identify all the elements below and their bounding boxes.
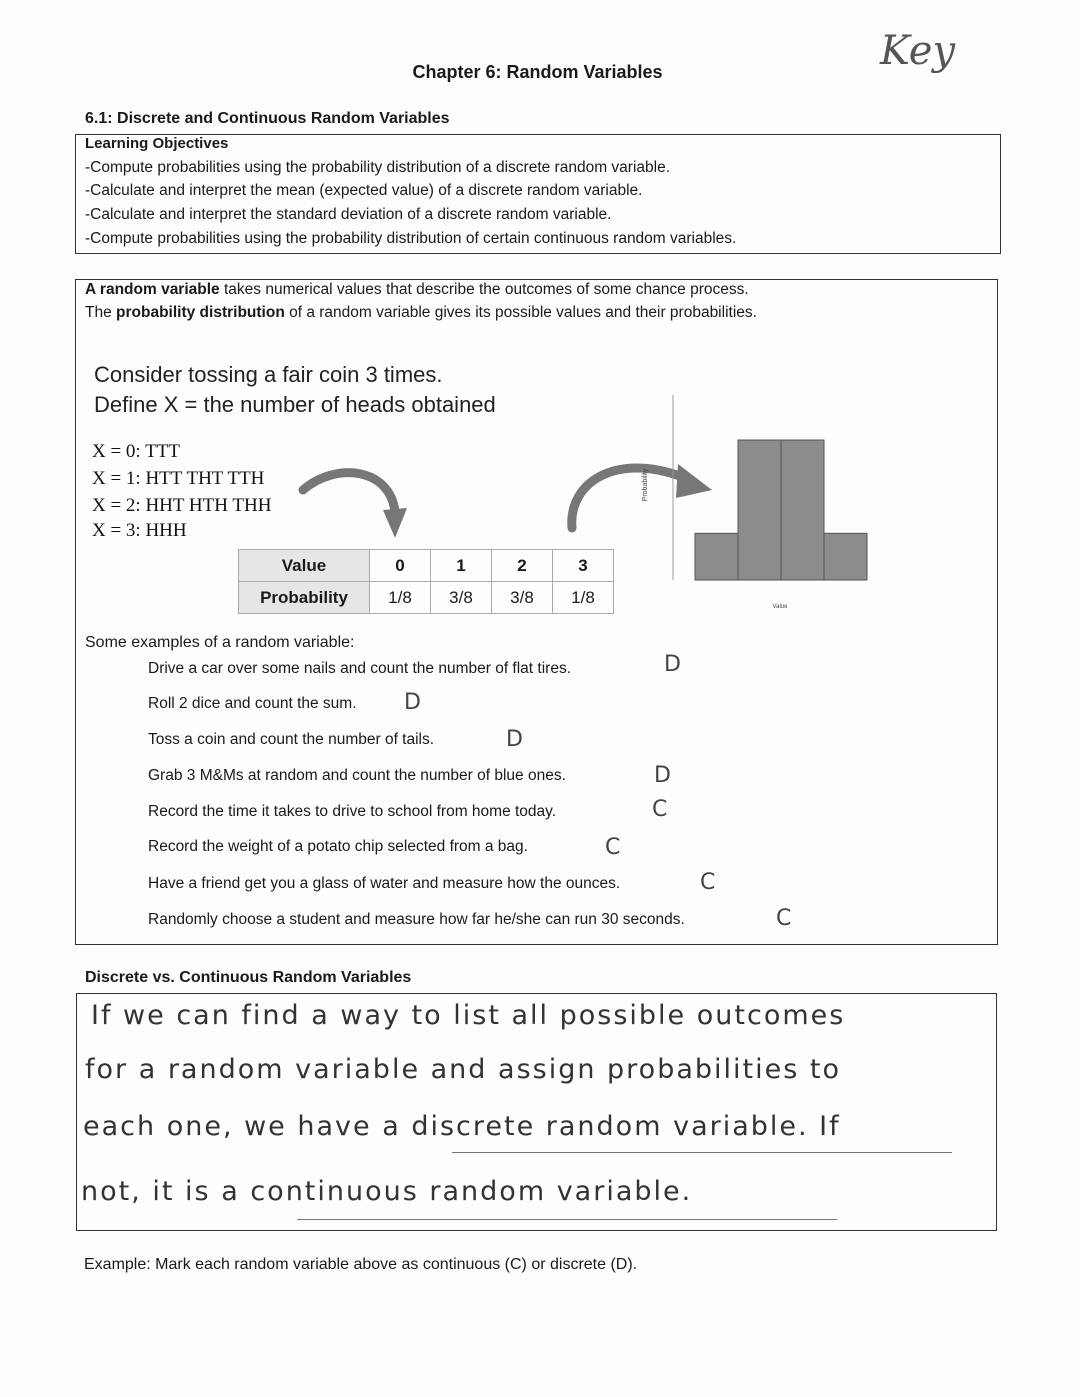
learning-objectives-box — [75, 134, 1001, 254]
objective-item: -Compute probabilities using the probability distribution of a discrete random variable. — [85, 159, 671, 176]
answer-mark: D — [654, 763, 671, 788]
objective-item: -Compute probabilities using the probability distribution of certain continuous random variables. — [85, 230, 737, 247]
table-cell: 3 — [553, 550, 614, 582]
histogram-bar — [781, 440, 824, 580]
handwritten-answer-box — [76, 993, 997, 1231]
coin-example-line-1: Consider tossing a fair coin 3 times. — [94, 362, 443, 387]
answer-mark: C — [700, 870, 716, 895]
objectives-heading: Learning Objectives — [85, 135, 229, 152]
histogram-x-label: Value — [772, 604, 788, 610]
section-title: 6.1: Discrete and Continuous Random Variables — [85, 110, 450, 127]
table-cell: 3/8 — [492, 582, 553, 614]
example-item: Roll 2 dice and count the sum. — [148, 695, 357, 712]
histogram-bar — [695, 533, 738, 580]
probability-header: Probability — [239, 582, 370, 614]
objective-item: -Calculate and interpret the mean (expected value) of a discrete random variable. — [85, 182, 643, 199]
table-cell: 0 — [370, 550, 431, 582]
answer-mark: D — [506, 727, 523, 752]
answer-mark: C — [776, 906, 792, 931]
underline — [452, 1152, 952, 1153]
value-header: Value — [239, 550, 370, 582]
probability-histogram — [625, 385, 875, 620]
example-item: Grab 3 M&Ms at random and count the number of blue ones. — [148, 767, 566, 784]
definition-text: takes numerical values that describe the outcomes of some chance process. — [219, 281, 749, 298]
answer-mark: C — [605, 835, 621, 860]
curved-arrow-icon — [295, 462, 415, 547]
coin-example-line-2: Define X = the number of heads obtained — [94, 392, 496, 417]
probability-distribution-table — [238, 549, 614, 614]
answer-mark: C — [652, 797, 668, 822]
handwritten-line: If we can find a way to list all possible outcomes — [91, 1000, 846, 1031]
example-item: Drive a car over some nails and count the number of flat tires. — [148, 660, 572, 677]
outcome-line: X = 1: HTT THT TTH — [92, 468, 265, 489]
example-item: Toss a coin and count the number of tails. — [148, 731, 435, 748]
chapter-title: Chapter 6: Random Variables — [412, 62, 663, 82]
key-annotation: Key — [880, 28, 956, 74]
probability-distribution-definition — [85, 304, 757, 322]
answer-mark: D — [664, 652, 681, 677]
histogram-y-label: Probability — [642, 468, 649, 502]
handwritten-line: for a random variable and assign probabilities to — [85, 1054, 841, 1085]
outcome-line: X = 3: HHH — [92, 520, 187, 541]
term-probability-distribution: probability distribution — [116, 304, 285, 321]
examples-title: Some examples of a random variable: — [85, 634, 355, 651]
table-cell: 3/8 — [431, 582, 492, 614]
table-cell: 1 — [431, 550, 492, 582]
example-prompt: Example: Mark each random variable above as continuous (C) or discrete (D). — [84, 1256, 638, 1273]
histogram-bar — [738, 440, 781, 580]
histogram-bar — [824, 533, 867, 580]
example-item: Randomly choose a student and measure how far he/she can run 30 seconds. — [148, 911, 685, 928]
example-item: Record the time it takes to drive to school from home today. — [148, 803, 557, 820]
discrete-vs-continuous-title: Discrete vs. Continuous Random Variables — [85, 969, 412, 986]
handwritten-line: not, it is a continuous random variable. — [81, 1176, 693, 1207]
answer-mark: D — [404, 690, 421, 715]
table-cell: 2 — [492, 550, 553, 582]
handwritten-line: each one, we have a discrete random variable. If — [83, 1111, 841, 1142]
objective-item: -Calculate and interpret the standard deviation of a discrete random variable. — [85, 206, 612, 223]
example-item: Record the weight of a potato chip selected from a bag. — [148, 838, 528, 855]
outcome-line: X = 0: TTT — [92, 441, 180, 462]
table-cell: 1/8 — [370, 582, 431, 614]
table-cell: 1/8 — [553, 582, 614, 614]
example-item: Have a friend get you a glass of water and measure how the ounces. — [148, 875, 621, 892]
underline — [297, 1219, 837, 1220]
outcome-line: X = 2: HHT HTH THH — [92, 495, 272, 516]
term-random-variable: A random variable — [85, 281, 220, 298]
random-variable-definition — [85, 281, 749, 299]
definition-text: of a random variable gives its possible values and their probabilities. — [284, 304, 757, 321]
definition-text: The — [85, 304, 117, 321]
